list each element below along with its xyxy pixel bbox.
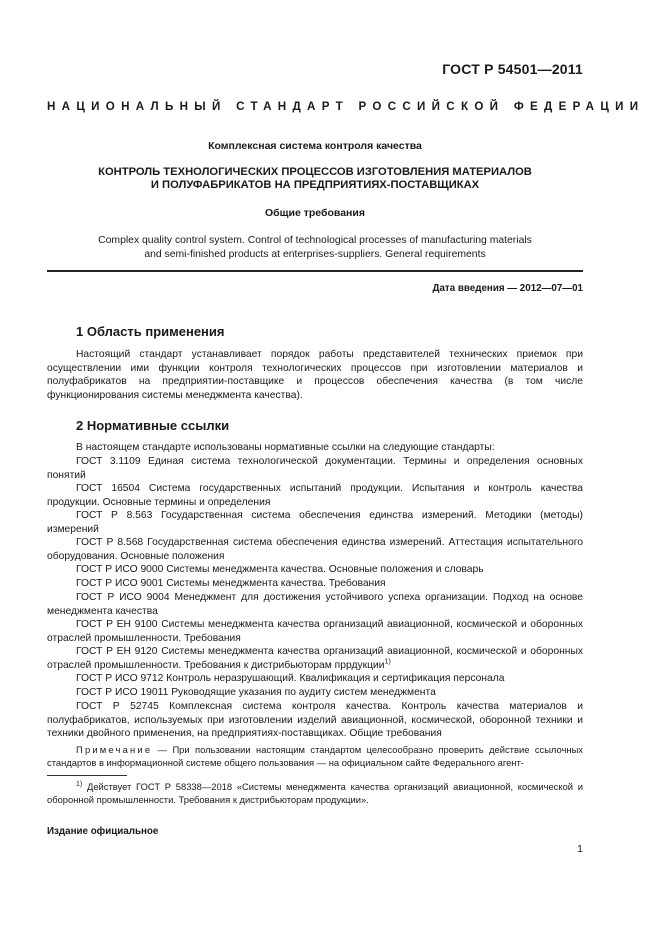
note-label: Примечание bbox=[76, 744, 153, 755]
ref-gost-r-en-9100: ГОСТ Р ЕН 9100 Системы менеджмента качества организаций авиационной, космической и оборонных отраслей промышленности. Требования bbox=[47, 619, 583, 644]
document-subtitle: Общие требования bbox=[265, 207, 365, 219]
document-title bbox=[47, 166, 583, 192]
title-line-2: И ПОЛУФАБРИКАТОВ НА ПРЕДПРИЯТИЯХ-ПОСТАВЩИКАХ bbox=[150, 179, 480, 191]
english-title bbox=[47, 234, 583, 262]
page-number: 1 bbox=[577, 843, 583, 855]
edition-label: Издание официальное bbox=[47, 826, 159, 837]
note bbox=[47, 743, 583, 769]
ref-gost-r-en-9120-text: ГОСТ Р ЕН 9120 Системы менеджмента качества организаций авиационной, космической и оборонных отраслей промышленности. Требования к дистрибьюторам пррдукции bbox=[47, 646, 583, 671]
national-standard-banner: НАЦИОНАЛЬНЫЙ СТАНДАРТ РОССИЙСКОЙ ФЕДЕРАЦИИ bbox=[47, 100, 645, 113]
introduction-date: Дата введения — 2012—07—01 bbox=[432, 283, 583, 294]
note-text: — При пользовании настоящим стандартом целесообразно проверить действие ссылочных стандартов в информационной системе общего пользования — на официальном сайте Федерального агент- bbox=[47, 744, 583, 768]
english-title-line-1: Complex quality control system. Control of technological processes of manufacturing materials bbox=[98, 235, 532, 246]
ref-gost-r-52745: ГОСТ Р 52745 Комплексная система контроля качества. Контроль качества материалов и полуфабрикатов, используемых при изготовлении изделий авиационной, космической, оборонной техники и техники двойного применения, на предприятиях-поставщиках. Общие требования bbox=[47, 701, 583, 740]
section-1-text: Настоящий стандарт устанавливает порядок работы представителей технических приемок при осуществлении ими функции контроля технологических процессов при изготовлении материалов и полуфабрикатов на предприятии-поставщике и процессов обеспечения качества (в том числе функционирования системы менеджмента качества). bbox=[47, 349, 583, 401]
footnote-marker: 1) bbox=[384, 658, 391, 666]
ref-gost-r-iso-9004: ГОСТ Р ИСО 9004 Менеджмент для достижения устойчивого успеха организации. Подход на основе менеджмента качества bbox=[47, 592, 583, 617]
section-2-heading: 2 Нормативные ссылки bbox=[76, 418, 230, 433]
ref-gost-3-1109: ГОСТ 3.1109 Единая система технологической документации. Термины и определения основных понятий bbox=[47, 456, 583, 481]
ref-gost-r-iso-9001: ГОСТ Р ИСО 9001 Системы менеджмента качества. Требования bbox=[76, 578, 386, 589]
standard-code: ГОСТ Р 54501—2011 bbox=[442, 61, 583, 77]
ref-gost-r-iso-9712: ГОСТ Р ИСО 9712 Контроль неразрушающий. Квалификация и сертификация персонала bbox=[76, 673, 505, 684]
footnote-text: Действует ГОСТ Р 58338—2018 «Системы менеджмента качества организаций авиационной, космической и оборонной промышленности. Требования к дистрибьюторам продукции». bbox=[47, 781, 583, 805]
ref-gost-r-8-568: ГОСТ Р 8.568 Государственная система обеспечения единства измерений. Аттестация испытательного оборудования. Основные положения bbox=[47, 537, 583, 562]
footnote bbox=[47, 780, 583, 806]
section-2-intro: В настоящем стандарте использованы нормативные ссылки на следующие стандарты: bbox=[76, 442, 495, 453]
section-1-heading: 1 Область применения bbox=[76, 324, 225, 339]
system-name: Комплексная система контроля качества bbox=[208, 140, 422, 152]
ref-gost-r-8-563: ГОСТ Р 8.563 Государственная система обеспечения единства измерений. Методики (методы) измерений bbox=[47, 510, 583, 535]
ref-gost-16504: ГОСТ 16504 Система государственных испытаний продукции. Испытания и контроль качества продукции. Основные термины и определения bbox=[47, 483, 583, 508]
footnote-separator bbox=[47, 775, 127, 776]
title-line-1: КОНТРОЛЬ ТЕХНОЛОГИЧЕСКИХ ПРОЦЕССОВ ИЗГОТОВЛЕНИЯ МАТЕРИАЛОВ bbox=[98, 166, 532, 178]
english-title-line-2: and semi-finished products at enterprises-suppliers. General requirements bbox=[144, 249, 486, 260]
divider-line bbox=[47, 270, 583, 272]
footnote-mark: 1) bbox=[76, 780, 83, 788]
ref-gost-r-en-9120 bbox=[47, 645, 583, 672]
ref-gost-r-iso-9000: ГОСТ Р ИСО 9000 Системы менеджмента качества. Основные положения и словарь bbox=[76, 564, 484, 575]
ref-gost-r-iso-19011: ГОСТ Р ИСО 19011 Руководящие указания по аудиту систем менеджмента bbox=[76, 687, 436, 698]
